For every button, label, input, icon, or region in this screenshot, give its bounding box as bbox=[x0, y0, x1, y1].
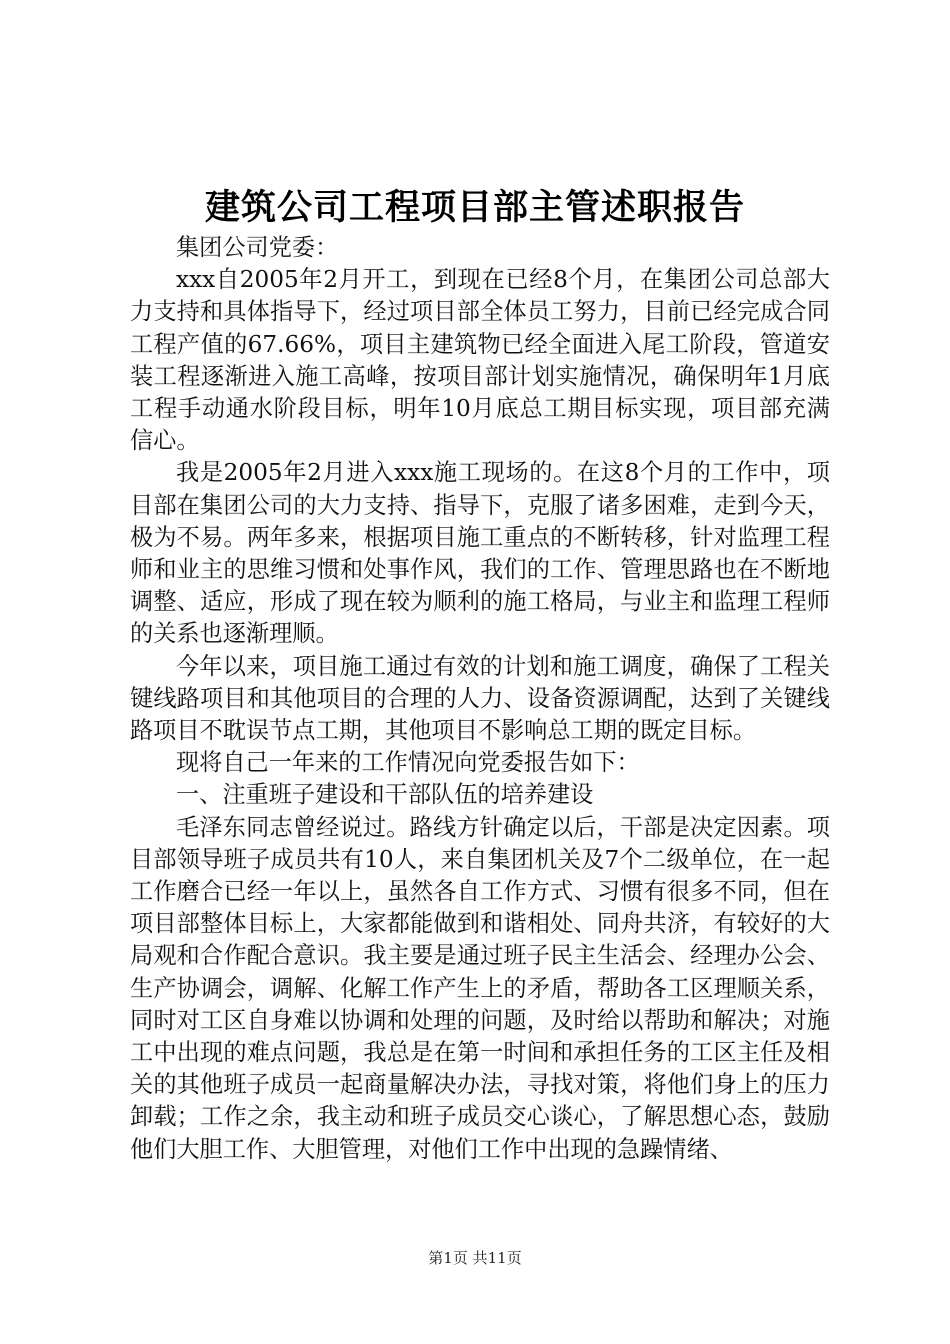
paragraph: 毛泽东同志曾经说过。路线方针确定以后，干部是决定因素。项目部领导班子成员共有10人，来自集团机关及7个二级单位，在一起工作磨合已经一年以上，虽然各自工作方式、习惯有很多不同，但在项目部整体目标上，大家都能做到和谐相处、同舟共济，有较好的大局观和合作配合意识。我主要是通过班子民主生活会、经理办公会、生产协调会，调解、化解工作产生上的矛盾，帮助各工区理顺关系，同时对工区自身难以协调和处理的问题，及时给以帮助和解决；对施工中出现的难点问题，我总是在第一时间和承担任务的工区主任及相关的其他班子成员一起商量解决办法，寻找对策，将他们身上的压力卸载；工作之余，我主动和班子成员交心谈心，了解思想心态，鼓励他们大胆工作、大胆管理，对他们工作中出现的急躁情绪、 bbox=[130, 813, 830, 1163]
section-heading: 一、注重班子建设和干部队伍的培养建设 bbox=[176, 781, 594, 809]
paragraph: 我是2005年2月进入xxx施工现场的。在这8个月的工作中，项目部在集团公司的大力支持、指导下，克服了诸多困难，走到今天，极为不易。两年多来，根据项目施工重点的不断转移，针对监理工程师和业主的思维习惯和处事作风，我们的工作、管理思路也在不断地调整、适应，形成了现在较为顺利的施工格局，与业主和监理工程师的关系也逐渐理顺。 bbox=[130, 459, 830, 648]
paragraph: 今年以来，项目施工通过有效的计划和施工调度，确保了工程关键线路项目和其他项目的合理的人力、设备资源调配，达到了关键线路项目不耽误节点工期，其他项目不影响总工期的既定目标。 bbox=[130, 652, 830, 745]
paragraph: 现将自己一年来的工作情况向党委报告如下： bbox=[176, 749, 640, 777]
document-title: 建筑公司工程项目部主管述职报告 bbox=[204, 187, 745, 228]
document-body bbox=[130, 232, 830, 1166]
page-number-footer: 第1页 共11页 bbox=[428, 1249, 522, 1267]
salutation: 集团公司党委： bbox=[176, 234, 339, 261]
paragraph: xxx自2005年2月开工，到现在已经8个月，在集团公司总部大力支持和具体指导下，经过项目部全体员工努力，目前已经完成合同工程产值的67.66%，项目主建筑物已经全面进入尾工阶段，管道安装工程逐渐进入施工高峰，按项目部计划实施情况，确保明年1月底工程手动通水阶段目标，明年10月底总工期目标实现，项目部充满信心。 bbox=[130, 266, 830, 455]
